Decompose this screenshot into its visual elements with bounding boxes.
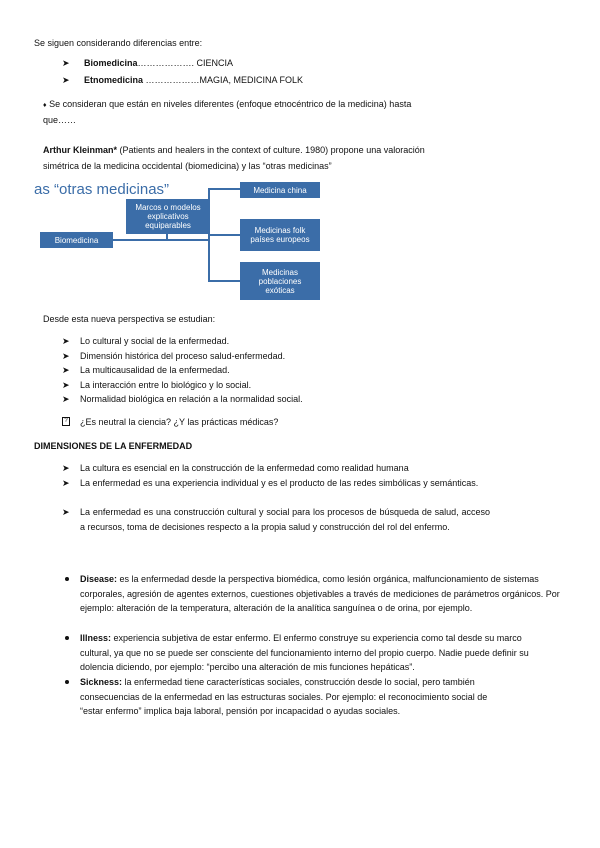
arrow-bullet-icon: ➤ <box>62 75 70 85</box>
bullet-dot-icon <box>65 636 69 640</box>
levels-line-2: que…… <box>43 115 77 125</box>
perspective-item: Dimensión histórica del proceso salud-enfermedad. <box>80 351 286 361</box>
diagram-root-box: Biomedicina <box>40 232 113 248</box>
arrow-bullet-icon: ➤ <box>62 58 70 68</box>
question-box-icon: ? <box>62 417 70 426</box>
arrow-bullet-icon: ➤ <box>62 351 70 361</box>
diagram-middle-box: Marcos o modelos explicativos equiparables <box>126 199 210 234</box>
diagram-leaf-box: Medicinas poblaciones exóticas <box>240 262 320 300</box>
connector-line <box>208 188 240 190</box>
bullet-dot-icon <box>65 680 69 684</box>
medicines-diagram <box>34 181 324 301</box>
perspective-item: Normalidad biológica en relación a la normalidad social. <box>80 394 303 404</box>
bullet-dot-icon <box>65 577 69 581</box>
term-etnomedicina: Etnomedicina ………………MAGIA, MEDICINA FOLK <box>84 75 304 85</box>
dimensions-item: La cultura es esencial en la construcción de la enfermedad como realidad humana <box>80 463 409 473</box>
term-biomedicina: Biomedicina………………. CIENCIA <box>84 58 234 68</box>
question-line: ¿Es neutral la ciencia? ¿Y las prácticas médicas? <box>80 417 279 427</box>
definition-sickness: Sickness: la enfermedad tiene características sociales, construcción desde lo social, pero también consecuencias de la enfermedad en las estructuras sociales. Por ejemplo: el reconocimiento social de “estar enfermo” implica baja laboral, pensión por incapacidad o ayudas sociales. <box>80 677 488 716</box>
connector-line <box>166 234 168 239</box>
arrow-bullet-icon: ➤ <box>62 394 70 404</box>
perspective-intro: Desde esta nueva perspectiva se estudian: <box>43 314 216 324</box>
arrow-bullet-icon: ➤ <box>62 336 70 346</box>
definition-illness: Illness: experiencia subjetiva de estar enfermo. El enfermo construye su experiencia como tal desde su marco cultural, ya que no se puede ser consciente del funcionamiento interno del propio cuerpo. Nadie puede definir su dolencia diciendo, por ejemplo: “percibo una alteración de mis funciones hepáticas”. <box>80 633 529 672</box>
dimensions-title: DIMENSIONES DE LA ENFERMEDAD <box>34 441 193 451</box>
perspective-item: La multicausalidad de la enfermedad. <box>80 365 230 375</box>
intro-line: Se siguen considerando diferencias entre: <box>34 38 203 48</box>
connector-line <box>208 234 240 236</box>
diagram-title: as “otras medicinas” <box>34 181 170 198</box>
dimensions-item: La enfermedad es una construcción cultural y social para los procesos de búsqueda de salud, acceso a recursos, toma de decisiones respecto a la propia salud y construcción del rol del enfermo. <box>80 507 490 532</box>
diagram-leaf-box: Medicina china <box>240 182 320 198</box>
dimensions-item: La enfermedad es una experiencia individual y es el producto de las redes simbólicas y semánticas. <box>80 478 479 488</box>
diamond-icon: ♦ <box>43 102 47 109</box>
connector-line <box>113 239 208 241</box>
kleinman-line-1: Arthur Kleinman* (Patients and healers in the context of culture. 1980) propone una valoración <box>43 145 425 155</box>
perspective-item: Lo cultural y social de la enfermedad. <box>80 336 230 346</box>
arrow-bullet-icon: ➤ <box>62 380 70 390</box>
kleinman-line-2: simétrica de la medicina occidental (biomedicina) y las “otras medicinas” <box>43 161 332 171</box>
diagram-leaf-box: Medicinas folk países europeos <box>240 219 320 251</box>
perspective-item: La interacción entre lo biológico y lo social. <box>80 380 252 390</box>
definition-disease: Disease: es la enfermedad desde la perspectiva biomédica, como lesión orgánica, malfuncionamiento de sistemas corporales, agresión de agentes externos, cuestiones objetivables a través de mediciones de parámetros orgánicos. Por ejemplo: alteración de la temperatura, alteración de la analítica sanguínea o de orina, por ejemplo. <box>80 574 560 613</box>
arrow-bullet-icon: ➤ <box>62 463 70 473</box>
arrow-bullet-icon: ➤ <box>62 507 70 517</box>
connector-line <box>208 280 240 282</box>
arrow-bullet-icon: ➤ <box>62 365 70 375</box>
levels-line: ♦ Se consideran que están en niveles diferentes (enfoque etnocéntrico de la medicina) hasta <box>43 99 412 109</box>
arrow-bullet-icon: ➤ <box>62 478 70 488</box>
